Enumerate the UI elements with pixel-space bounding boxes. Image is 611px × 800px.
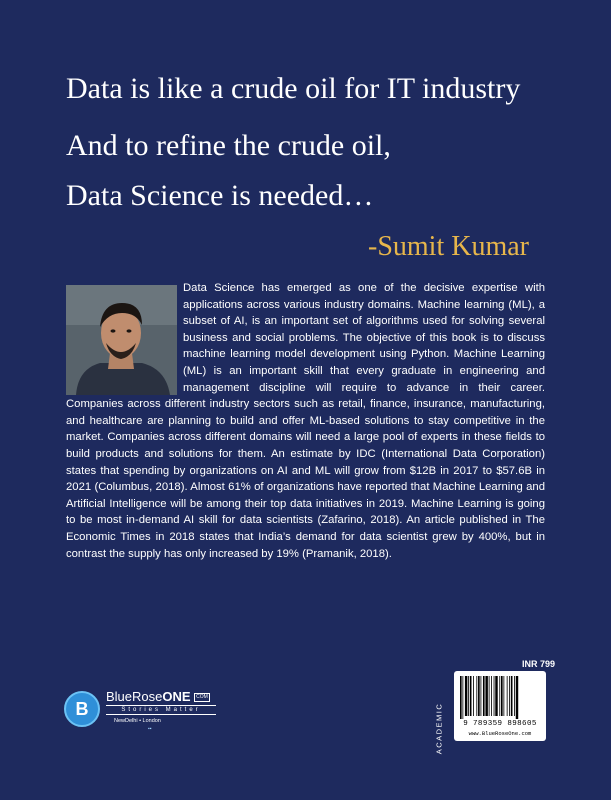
photo-spacer xyxy=(66,280,183,396)
barcode-bar xyxy=(491,676,492,716)
barcode-bar xyxy=(494,676,495,716)
logo-letter: B xyxy=(75,699,89,719)
publisher-url: www.BlueRoseOne.com xyxy=(468,730,532,737)
barcode-bar xyxy=(483,676,485,716)
barcode-bar xyxy=(495,676,497,716)
barcode-bar xyxy=(481,676,482,716)
publisher-badge: COM xyxy=(196,694,208,701)
barcode-bar xyxy=(465,676,467,716)
category-label: ACADEMIC xyxy=(434,702,444,755)
publisher-name-part1: BlueRose xyxy=(106,689,163,704)
publisher-name-part2: ONE xyxy=(162,689,191,704)
quote-line-1: Data is like a crude oil for IT industry xyxy=(66,72,521,105)
isbn-barcode xyxy=(454,671,546,741)
barcode-bar xyxy=(503,676,504,716)
barcode-bar xyxy=(473,676,474,716)
quote-line-2: And to refine the crude oil, xyxy=(66,129,391,162)
bluerose-logo-icon xyxy=(64,691,100,727)
barcode-bar xyxy=(509,676,510,716)
barcode-bar xyxy=(460,676,462,719)
publisher-name xyxy=(106,689,210,704)
quote-author: -Sumit Kumar xyxy=(368,231,529,262)
barcode-bar xyxy=(470,676,472,716)
barcode-bar xyxy=(476,676,477,716)
publisher-tagline: Stories Matter xyxy=(106,705,216,715)
barcode-bar xyxy=(478,676,480,716)
barcode-bar xyxy=(485,676,487,716)
publisher-locations: NewDelhi • London xyxy=(114,718,161,724)
price-label: INR 799 xyxy=(522,659,556,669)
barcode-bar xyxy=(462,676,463,719)
flags-icon: ▪▪ xyxy=(148,726,152,732)
description-text: Data Science has emerged as one of the decisive expertise with applications across various industry domains. Machine learning (ML), a subset of AI, is an important set of algorithms used for solving several business and social problems. The objective of this book is to discuss machine learning model development using Python. Machine Learning (ML) is an important skill that every graduate in engineering and management discipline will require to advance in their career. Companies across different industry sectors such as retail, finance, insurance, manufacturing, and healthcare are planning to build and offer ML-based solutions to stay competitive in the market. Companies across different domains will need a large pool of experts in these fields to build products and solutions for them. An estimate by IDC (International Data Corporation) states that spending by organizations on AI and ML will grow from $12B in 2017 to $57.6B in 2021 (Columbus, 2018). Almost 61% of organizations have reported that Machine Learning and Artificial Intelligence will be among their top data initiatives in 2019. Machine Learning is going to be most in-demand AI skill for data scientists (Zafarino, 2018). An article published in The Economic Times in 2018 states that India’s demand for data scientist grew by 400%, but in contrast the supply has only increased by 19% (Pramanik, 2018). xyxy=(66,282,545,560)
barcode-bar xyxy=(489,676,490,716)
barcode-bar xyxy=(514,676,515,716)
barcode-bar xyxy=(507,676,508,716)
category-label-container xyxy=(433,700,453,760)
isbn-number: 9 789359 898605 xyxy=(463,720,537,728)
barcode-bar xyxy=(516,676,518,719)
barcode-bar xyxy=(501,676,503,716)
barcode-bar xyxy=(499,676,500,716)
barcode-bar xyxy=(511,676,513,716)
book-description xyxy=(66,280,545,562)
barcode-bar xyxy=(468,676,469,716)
barcode-icon xyxy=(460,676,540,719)
publisher-logo xyxy=(64,689,224,739)
quote-line-3: Data Science is needed… xyxy=(66,179,374,212)
